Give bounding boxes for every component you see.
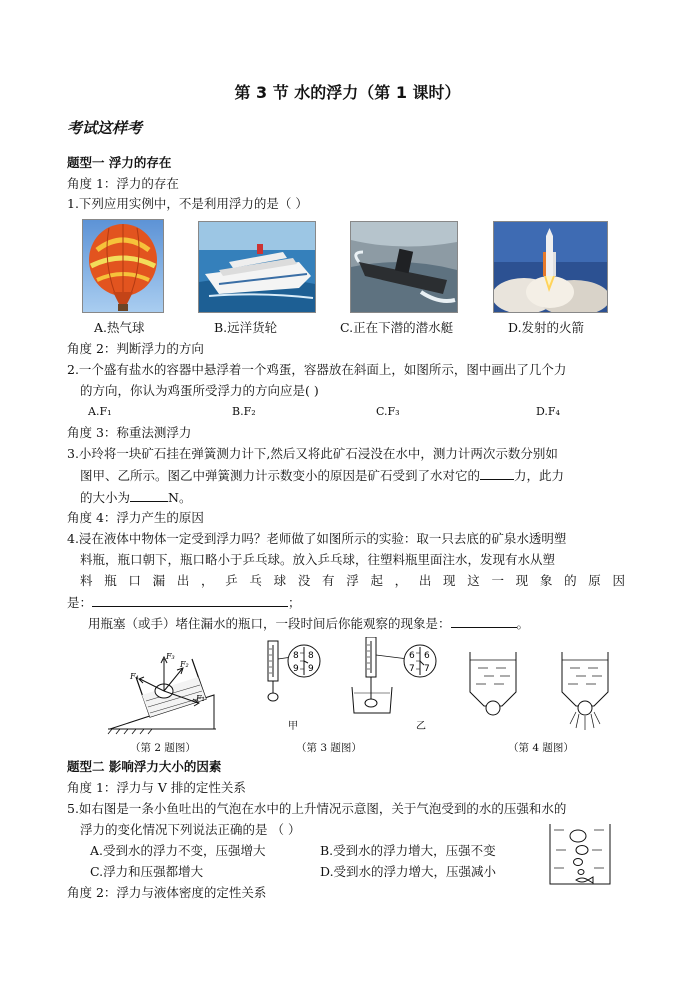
type2-heading: 题型二 影响浮力大小的因素 [67, 759, 222, 774]
angle1-label: 角度 1：浮力的存在 [67, 176, 179, 191]
q4-line4 [67, 594, 301, 610]
q2-line1: 2.一个盛有盐水的容器中悬浮着一个鸡蛋，容器放在斜面上，如图所示，图中画出了几个力 [67, 362, 567, 377]
q4-line3-char: 因 [612, 573, 625, 588]
fig2-label-f4: F₄ [130, 672, 139, 681]
angle2-label: 角度 2：判断浮力的方向 [67, 341, 204, 356]
fig2-caption: （第 2 题图） [130, 742, 196, 754]
q3-line3-text: 的大小为 [80, 490, 131, 505]
q4-line3-char: 现 [515, 573, 529, 588]
fig3-caption: （第 3 题图） [296, 742, 362, 754]
fig3-jia-scale-2: 9 [293, 664, 299, 674]
q5-option-d: D.受到水的浮力增大，压强减小 [320, 864, 497, 879]
q4-line5-tail: 。 [516, 616, 530, 631]
q4-line3-char: ， [201, 573, 214, 588]
hot-air-balloon-photo [82, 219, 164, 313]
q1-option-b: B.远洋货轮 [214, 320, 278, 335]
q4-line3-char: ， [394, 573, 408, 588]
type2-angle1-label: 角度 1：浮力与 V 排的定性关系 [67, 780, 246, 795]
fig3-jia-scale-4: 9 [308, 664, 314, 674]
fig3-yi-scale-1: 6 [409, 651, 415, 661]
fig4-caption: （第 4 题图） [508, 742, 574, 754]
q4-line3 [80, 573, 625, 588]
angle3-label: 角度 3：称重法测浮力 [67, 425, 192, 440]
cargo-ship-photo [198, 221, 316, 313]
fig5-bubbles-diagram [548, 822, 612, 886]
q4-line2: 料瓶，瓶口朝下，瓶口略小于乒乓球。放入乒乓球，往塑料瓶里面注水，发现有水从塑 [80, 552, 556, 567]
q3-line3-tail: N。 [168, 490, 192, 505]
q5-line1: 5.如右图是一条小鱼吐出的气泡在水中的上升情况示意图，关于气泡受到的水的压强和水的 [67, 801, 567, 816]
q3-line1: 3.小玲将一块矿石挂在弹簧测力计下,然后又将此矿石浸没在水中，测力计两次示数分别如 [67, 446, 558, 461]
q4-line5-text: 用瓶塞（或手）堵住漏水的瓶口，一段时间后你能观察的现象是： [88, 616, 451, 631]
type1-heading: 题型一 浮力的存在 [67, 155, 172, 170]
q4-line3-char: 原 [588, 573, 601, 588]
q3-blank-force[interactable] [480, 467, 514, 480]
fig2-label-f3: F₃ [166, 652, 175, 661]
q2-option-c: C.F₃ [376, 405, 400, 418]
fig3-jia-scale-3: 8 [308, 651, 314, 661]
q2-option-b: B.F₂ [232, 405, 256, 418]
q4-line3-char: 漏 [152, 573, 166, 588]
q4-line3-char: 没 [297, 573, 311, 588]
q5-option-c: C.浮力和压强都增大 [90, 864, 204, 879]
q4-line3-char: 的 [564, 573, 577, 588]
q3-blank-magnitude[interactable] [130, 489, 168, 502]
q1-option-c: C.正在下潜的潜水艇 [340, 320, 454, 335]
q1-option-a: A.热气球 [94, 320, 145, 335]
angle4-label: 角度 4：浮力产生的原因 [67, 510, 204, 525]
q4-line3-char: 乓 [249, 573, 262, 588]
fig3-label-yi: 乙 [416, 721, 426, 732]
q4-line3-char: 有 [322, 573, 335, 588]
q4-line5 [88, 615, 529, 631]
fig3-yi-scale-3: 6 [424, 651, 430, 661]
submarine-photo [350, 221, 458, 313]
rocket-launch-photo [493, 221, 608, 313]
q4-line3-char: 乒 [225, 573, 238, 588]
fig3-diagram [262, 637, 442, 741]
type2-angle2-label: 角度 2：浮力与液体密度的定性关系 [67, 885, 267, 900]
q5-option-b: B.受到水的浮力增大，压强不变 [320, 843, 496, 858]
fig3-yi-scale-4: 7 [424, 664, 430, 674]
fig2-label-f2: F₂ [180, 660, 189, 669]
page-title: 第 3 节 水的浮力（第 1 课时） [234, 83, 461, 102]
q4-line3-char: 一 [491, 573, 504, 588]
q3-line2-tail: 力，此力 [514, 468, 565, 483]
q4-blank-reason[interactable] [92, 594, 288, 607]
q4-line3-char: 象 [539, 573, 553, 588]
q4-line1: 4.浸在液体中物体一定受到浮力吗？老师做了如图所示的实验：取一只去底的矿泉水透明塑 [67, 531, 567, 546]
fig3-label-jia: 甲 [288, 721, 298, 732]
q2-line2: 的方向，你认为鸡蛋所受浮力的方向应是( ) [80, 383, 319, 398]
q5-line2: 浮力的变化情况下列说法正确的是 （ ） [80, 822, 301, 837]
q4-line4-tail: ； [288, 595, 301, 610]
fig3-jia-scale-1: 8 [293, 651, 299, 661]
q4-line4-text: 是： [67, 595, 93, 610]
q4-line3-char: 起 [370, 573, 383, 588]
q4-line3-char: 口 [128, 573, 141, 588]
q4-line3-char: 出 [176, 573, 190, 588]
fig3-yi-scale-2: 7 [409, 664, 415, 674]
section-heading: 考试这样考 [67, 119, 143, 137]
fig2-label-f1: F₁ [196, 694, 205, 703]
q4-line3-char: 球 [273, 573, 287, 588]
q4-line3-char: 这 [467, 573, 480, 588]
q3-line2 [80, 467, 564, 483]
q3-line3 [80, 489, 191, 505]
q2-option-d: D.F₄ [536, 405, 560, 418]
q4-line3-char: 料 [80, 573, 93, 588]
q2-option-a: A.F₁ [88, 405, 112, 418]
fig2-diagram [106, 645, 218, 735]
q4-line3-char: 出 [418, 573, 432, 588]
q4-line3-char: 现 [443, 573, 456, 588]
q3-line2-text: 图甲、乙所示。图乙中弹簧测力计示数变小的原因是矿石受到了水对它的 [80, 468, 481, 483]
q1-option-d: D.发射的火箭 [508, 320, 585, 335]
q4-line3-char: 瓶 [104, 573, 117, 588]
fig4-diagram [466, 650, 616, 732]
q5-option-a: A.受到水的浮力不变，压强增大 [90, 843, 266, 858]
q4-blank-phenomenon[interactable] [451, 615, 517, 628]
q4-line3-char: 浮 [346, 573, 359, 588]
q1-stem: 1.下列应用实例中，不是利用浮力的是（ ） [67, 196, 308, 211]
